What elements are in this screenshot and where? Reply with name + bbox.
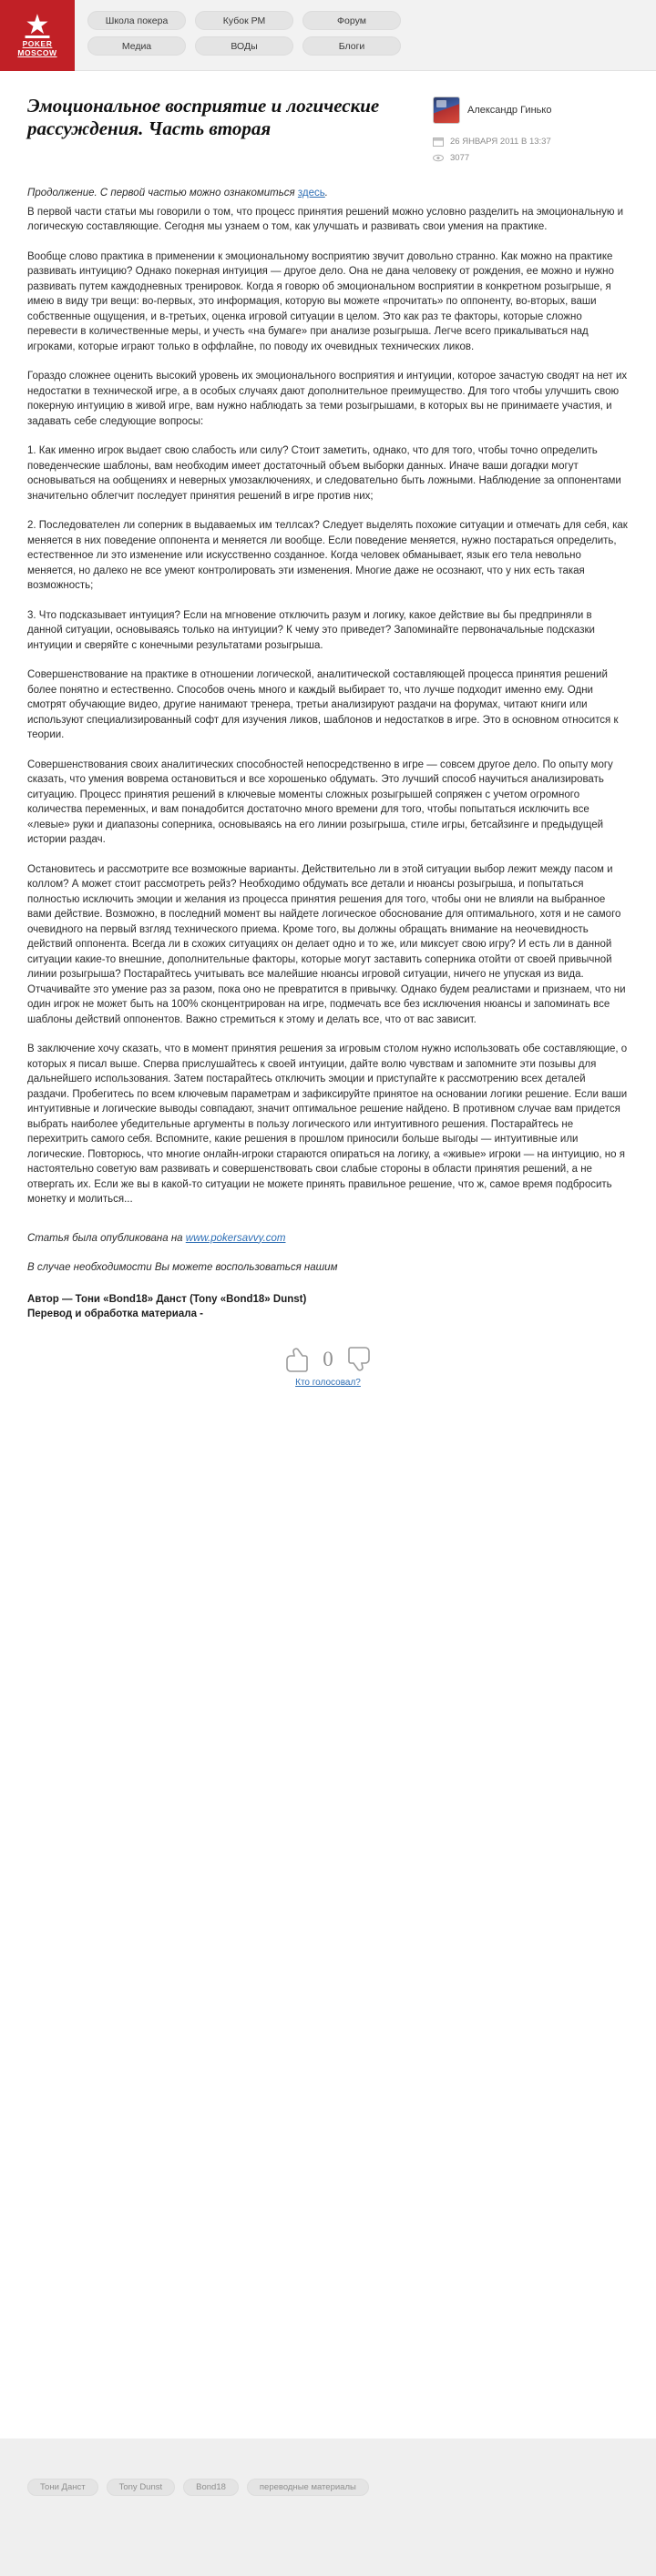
- paragraph-4: 1. Как именно игрок выдает свою слабость или силу? Стоит заметить, однако, что для того, чтобы точно определить поведенческие шаблоны, вам необходим имеет достаточный объем выборки данных. Иначе ваши догадки могут основываться на ообщениях и неверных умозаключениях, и следовательно быть ложными. Наблюдение за оппонентами значительно облегчит последует принятия решений в игре против них;: [27, 445, 621, 502]
- need-note: В случае необходимости Вы можете воспользоваться нашим: [27, 1262, 338, 1273]
- publish-date: 26 ЯНВАРЯ 2011 В 13:37: [450, 137, 551, 147]
- site-logo[interactable]: [0, 0, 75, 71]
- paragraph-3: Гораздо сложнее оценить высокий уровень их эмоционального восприятия и интуиции, которое зачастую сводят на нет их недостатки в технической игре, а в особых случаях дают дополнительное преимущество. Для того чтобы улучшить свою покерную интуицию в живой игре, вам нужно наблюдать за теми розыгрышами, в которых вы не принимаете участия, и задавать себе следующие вопросы:: [27, 371, 628, 427]
- tag-list: [0, 2466, 656, 2514]
- avatar: [433, 97, 460, 124]
- eye-icon: [433, 153, 444, 163]
- paragraph-5: 2. Последователен ли соперник в выдаваемых им теллсах? Следует выделять похожие ситуации и отмечать для себя, как меняется в них поведение оппонента и меняется ли вообще. Если поведение меняется, нужно постараться определить, естественное ли это изменение или искусственно созданное. Когда человек обманывает, язык его тела невольно меняется, но далеко не все умеют контролировать эти изменения. Многие даже не осознают, что у них есть такая возможность;: [27, 520, 628, 591]
- nav-item-media[interactable]: Медиа: [87, 36, 186, 56]
- paragraph-1: В первой части статьи мы говорили о том, что процесс принятия решений можно условно разделить на эмоциональную и логическую составляющие. Сегодня мы узнаем о том, как улучшать и развивать свои умения на практике.: [27, 206, 624, 232]
- article-meta: [433, 95, 629, 169]
- tag-tony-dunst[interactable]: Tony Dunst: [107, 2479, 176, 2496]
- nav-row-primary: [87, 11, 656, 30]
- tag-toni-danst[interactable]: Тони Данст: [27, 2479, 98, 2496]
- tag-translated-materials[interactable]: переводные материалы: [247, 2479, 369, 2496]
- article-lead-tail: .: [324, 188, 328, 199]
- thumbs-down-icon[interactable]: [281, 1345, 308, 1374]
- thumbs-up-icon[interactable]: [348, 1345, 375, 1374]
- logo-line-2: MOSCOW: [17, 48, 57, 57]
- views-count: 3077: [450, 153, 470, 163]
- article-card: [0, 71, 656, 2439]
- article-lead: [27, 186, 629, 201]
- article-lead-text: Продолжение. С первой частью можно ознакомиться: [27, 188, 295, 199]
- paragraph-7: Совершенствование на практике в отношении логической, аналитической составляющей процесса принятия решений более понятно и естественно. Способов очень много и каждый выбирает то, что лучше подходит именно ему. Одни смотрят обучающие видео, другие нанимают тренера, третьи анализируют раздачи на форумах, читают книги или используют специализированный софт для изучения ликов, шаблонов и недостатков в игре. Это в основном относится к теории.: [27, 669, 619, 740]
- rating-value: 0: [323, 1347, 333, 1370]
- publication-note: [27, 1231, 629, 1247]
- calendar-icon: [433, 137, 444, 147]
- paragraph-10: В заключение хочу сказать, что в момент принятия решения за игровым столом нужно использовать обе составляющие, о которых я писал выше. Сперва прислушайтесь к своей интуиции, дайте волю чувствам и запомните эти позывы для дальнейшего использования. Затем постарайтесь отключить эмоции и приступайте к рассмотрению всех деталей раздачи. Пробегитесь по всем ключевым параметрам и зафиксируйте принятое на основании логики решение. Если ваши интуитивные и логические выводы совпадают, значит оптимальное решение найдено. В противном случае вам придется выбрать наиболее убедительные аргументы в пользу логического или интуитивного решения. Постарайтесь не перехитрить самого себя. Вспомните, какие решения в прошлом приносили больше выгоды — интуитивные или логические. Повторюсь, что многие онлайн-игроки стараются опираться на логику, а «живые» игроки — на интуицию, но я настоятельно советую вам развивать и совершенствовать свои слабые стороны в области принятия решений, а не отвергать их. Если же вы в какой-то ситуации не можете принять правильное решение, что ж, самое время подбросить монетку и молиться...: [27, 1044, 628, 1205]
- site-header: [0, 0, 656, 71]
- star-icon: ★: [25, 10, 50, 40]
- paragraph-6: 3. Что подсказывает интуиция? Если на мгновение отключить разум и логику, какое действие вы бы предприняли в данной ситуации, основываясь только на интуиции? К чему это приведет? Запоминайте первоначальные подсказки интуиции и сверяйте с конечными результатами розыгрыша.: [27, 609, 595, 651]
- publish-date-row: [433, 137, 629, 147]
- author-credit-line-2: Перевод и обработка материала -: [27, 1308, 203, 1319]
- nav-row-secondary: [87, 36, 656, 56]
- author-credit-line-1: Автор — Тони «Bond18» Данст (Tony «Bond18» Dunst): [27, 1293, 307, 1305]
- author-name: Александр Гинько: [467, 105, 552, 116]
- paragraph-8: Совершенствования своих аналитических способностей непосредственно в игре — совсем другое дело. По опыту могу сказать, что умения воврема остановиться и все хорошенько обдумать. Это лучший способ научиться анализировать ситуацию. Процесс принятия решений в ключевые моменты сложных розыгрышей сопряжен с учетом огромного количества переменных, и вам понадобится достаточно много времени для того, чтобы попытаться исключить все «левые» руки и диапазоны соперника, основываясь на его линии розыгрыша, стиле игры, бетсайзинге и предыдущей истории раздач.: [27, 759, 613, 845]
- nav-item-vods[interactable]: ВОДы: [195, 36, 293, 56]
- author-credit: [27, 1292, 629, 1321]
- publication-note-prefix: Статья была опубликована на: [27, 1232, 183, 1244]
- article-header: [27, 95, 629, 169]
- part-one-link[interactable]: здесь: [297, 188, 325, 199]
- article-body: [27, 186, 629, 1321]
- nav-item-cup-rm[interactable]: Кубок РМ: [195, 11, 293, 30]
- rating-row: [281, 1345, 375, 1374]
- source-site-link[interactable]: www.pokersavvy.com: [185, 1232, 286, 1244]
- paragraph-9: Остановитесь и рассмотрите все возможные варианты. Действительно ли в этой ситуации выбор лежит между пасом и коллом? А может стоит рассмотреть рейз? Необходимо обдумать все детали и нюансы розыгрыша, и попытаться полностью исключить эмоции и желания из процесса принятия решения для того, чтобы они не влияли на выбранное вами действие. Возможно, в последний момент вы найдете логическое обоснование для оптимального, хотя и не самого очевидного на первый взгляд технического приема. Кроме того, вы должны обращать внимание на неочевидность действий оппонента. Всегда ли в схожих ситуациях он делает одно и то же, или миксует свою игру? И есть ли в данной ситуации какие-то внешние, дополнительные факторы, которые могут заставить соперника отойти от своей привычной линии розыгрыша? Постарайтесь учитывать все малейшие нюансы игровой ситуации, ничего не упуская из вида. Отчачивайте это умение раз за разом, пока оно не превратится в привычку. Однако будем реалистами и признаем, что ни один игрок не может быть на 100% сконцентрирован на игре, подмечать все без исключения нюансы и запоминать все шаблоны действий оппонентов. Важно стремиться к этому и делать все, что от вас зависит.: [27, 863, 626, 1025]
- main-navigation: [87, 0, 656, 56]
- views-row: [433, 153, 629, 163]
- rating-widget: [27, 1345, 629, 1388]
- who-voted-link[interactable]: Кто голосовал?: [295, 1377, 361, 1388]
- tag-bond18[interactable]: Bond18: [183, 2479, 239, 2496]
- logo-line-1: POKER: [22, 39, 53, 48]
- paragraph-2: Вообще слово практика в применении к эмоциональному восприятию звучит довольно странно. Как можно на практике развивать интуицию? Однако покерная интуиция — другое дело. Она не дана человеку от рождения, ее можно и нужно развивать путем каждодневных тренировок. Когда я говорю об эмоциональном восприятии в конкретном розыгрыше, я имею в виду три вещи: во-первых, это информация, которую вы можете «прочитать» по оппоненту, во-вторых, ваши собственные ощущения, и в-третьих, оценка игровой ситуации в целом. Это как раз те факторы, которые сложно перевести в количественные меры, и учесть «на бумаге» при анализе розыгрыша. Легче всего прикалываться над игроками, которые играют только в оффлайне, по поводу их очевидных технических ликов.: [27, 250, 614, 352]
- page-title: Эмоциональное восприятие и логические рассуждения. Часть вторая: [27, 95, 380, 139]
- nav-item-forum[interactable]: Форум: [302, 11, 401, 30]
- nav-item-poker-school[interactable]: Школа покера: [87, 11, 186, 30]
- author-block[interactable]: [433, 97, 629, 124]
- nav-item-blogs[interactable]: Блоги: [302, 36, 401, 56]
